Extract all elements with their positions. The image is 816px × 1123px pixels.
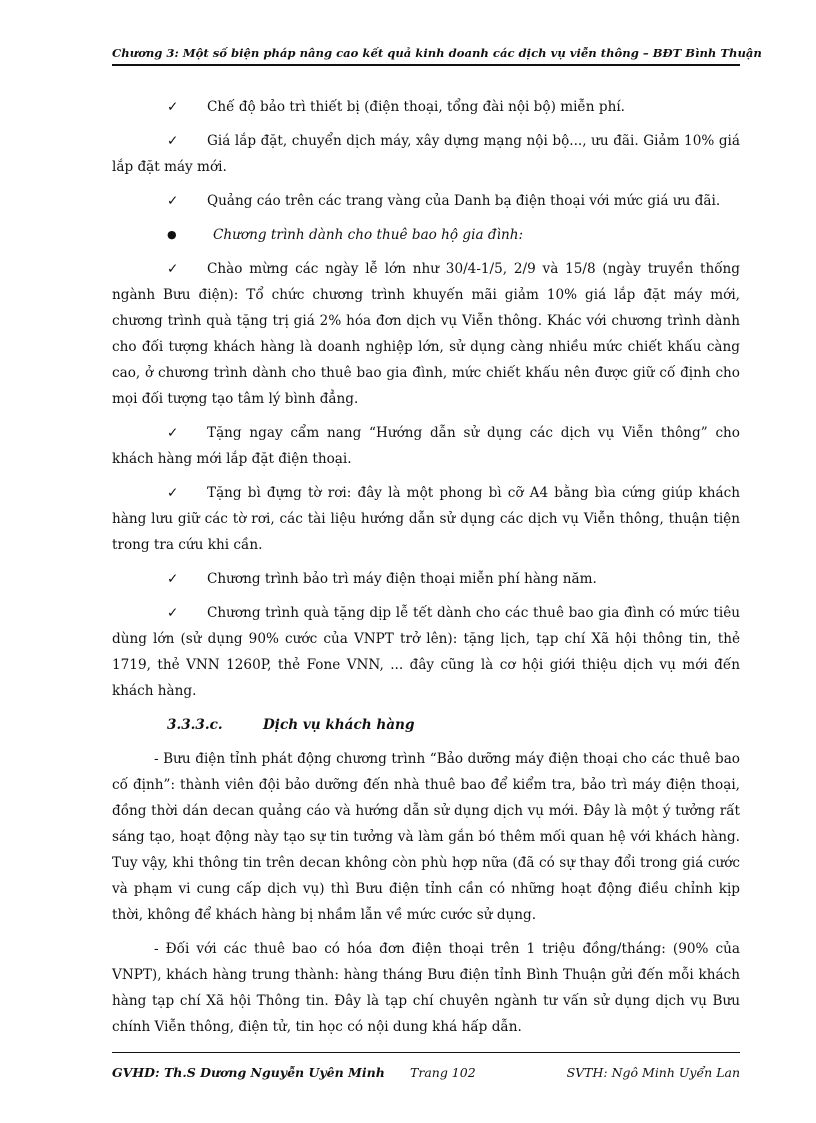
bullet-heading: ● Chương trình dành cho thuê bao hộ gia đình: <box>112 222 740 248</box>
paragraph: - Bưu điện tỉnh phát động chương trình “Bảo dưỡng máy điện thoại cho các thuê bao cố định”: thành viên đội bảo dưỡng đến nhà thuê bao để kiểm tra, bảo trì máy điện thoại, đồng thời dán decan quảng cáo và hướng dẫn sử dụng dịch vụ mới. Đây là một ý tưởng rất sáng tạo, hoạt động này tạo sự tin tưởng và làm gắn bó thêm mối quan hệ với khách hàng. Tuy vậy, khi thông tin trên decan không còn phù hợp nữa (đã có sự thay đổi trong giá cước và phạm vi cung cấp dịch vụ) thì Bưu điện tỉnh cần có những hoạt động điều chỉnh kịp thời, không để khách hàng bị nhầm lẫn về mức cước sử dụng. <box>112 751 740 923</box>
check-icon: ✓ <box>167 571 179 587</box>
check-icon: ✓ <box>167 193 179 209</box>
paragraph: ✓ Tặng ngay cẩm nang “Hướng dẫn sử dụng các dịch vụ Viễn thông” cho khách hàng mới lắp đặt điện thoại. <box>112 420 740 472</box>
paragraph: - Đối với các thuê bao có hóa đơn điện thoại trên 1 triệu đồng/tháng: (90% của VNPT), khách hàng trung thành: hàng tháng Bưu điện tỉnh Bình Thuận gửi đến mỗi khách hàng tạp chí Xã hội Thông tin. Đây là tạp chí chuyên ngành tư vấn sử dụng dịch vụ Bưu chính Viễn thông, điện tử, tin học có nội dung khá hấp dẫn. <box>112 941 740 1035</box>
check-icon: ✓ <box>167 485 179 501</box>
check-icon: ✓ <box>167 605 179 621</box>
paragraph: ✓ Chế độ bảo trì thiết bị (điện thoại, tổng đài nội bộ) miễn phí. <box>112 94 740 120</box>
advisor-name: GVHD: Th.S Dương Nguyễn Uyên Minh <box>112 1065 385 1080</box>
section-number: 3.3.3.c. <box>167 717 223 733</box>
paragraph: ✓ Giá lắp đặt, chuyển dịch máy, xây dựng mạng nội bộ..., ưu đãi. Giảm 10% giá lắp đặt máy mới. <box>112 128 740 180</box>
check-icon: ✓ <box>167 99 179 115</box>
check-icon: ✓ <box>167 133 179 149</box>
check-icon: ✓ <box>167 261 179 277</box>
paragraph: ✓ Chương trình quà tặng dịp lễ tết dành cho các thuê bao gia đình có mức tiêu dùng lớn (sử dụng 90% cước của VNPT trở lên): tặng lịch, tạp chí Xã hội thông tin, thẻ 1719, thẻ VNN 1260P, thẻ Fone VNN, ... đây cũng là cơ hội giới thiệu dịch vụ mới đến khách hàng. <box>112 600 740 704</box>
student-name: SVTH: Ngô Minh Uyển Lan <box>566 1065 740 1080</box>
section-heading <box>167 712 740 738</box>
paragraph: ✓ Chào mừng các ngày lễ lớn như 30/4-1/5, 2/9 và 15/8 (ngày truyền thống ngành Bưu điện): Tổ chức chương trình khuyến mãi giảm 10% giá lắp đặt máy mới, chương trình quà tặng trị giá 2% hóa đơn dịch vụ Viễn thông. Khác với chương trình dành cho đối tượng khách hàng là doanh nghiệp lớn, sử dụng càng nhiều mức chiết khấu càng cao, ở chương trình dành cho thuê bao gia đình, mức chiết khấu nên được giữ cố định cho mọi đối tượng tạo tâm lý bình đẳng. <box>112 256 740 412</box>
document-body <box>112 94 740 1048</box>
paragraph: ✓ Quảng cáo trên các trang vàng của Danh bạ điện thoại với mức giá ưu đãi. <box>112 188 740 214</box>
page-footer <box>112 1052 740 1080</box>
page-header: Chương 3: Một số biện pháp nâng cao kết quả kinh doanh các dịch vụ viễn thông – BĐT Bình Thuận <box>112 46 740 66</box>
check-icon: ✓ <box>167 425 179 441</box>
page-number: Trang 102 <box>410 1065 476 1080</box>
section-title: Dịch vụ khách hàng <box>263 717 415 733</box>
paragraph: ✓ Chương trình bảo trì máy điện thoại miễn phí hàng năm. <box>112 566 740 592</box>
bullet-icon: ● <box>167 228 177 241</box>
paragraph: ✓ Tặng bì đựng tờ rơi: đây là một phong bì cỡ A4 bằng bìa cứng giúp khách hàng lưu giữ các tờ rơi, các tài liệu hướng dẫn sử dụng các dịch vụ Viễn thông, thuận tiện trong tra cứu khi cần. <box>112 480 740 558</box>
